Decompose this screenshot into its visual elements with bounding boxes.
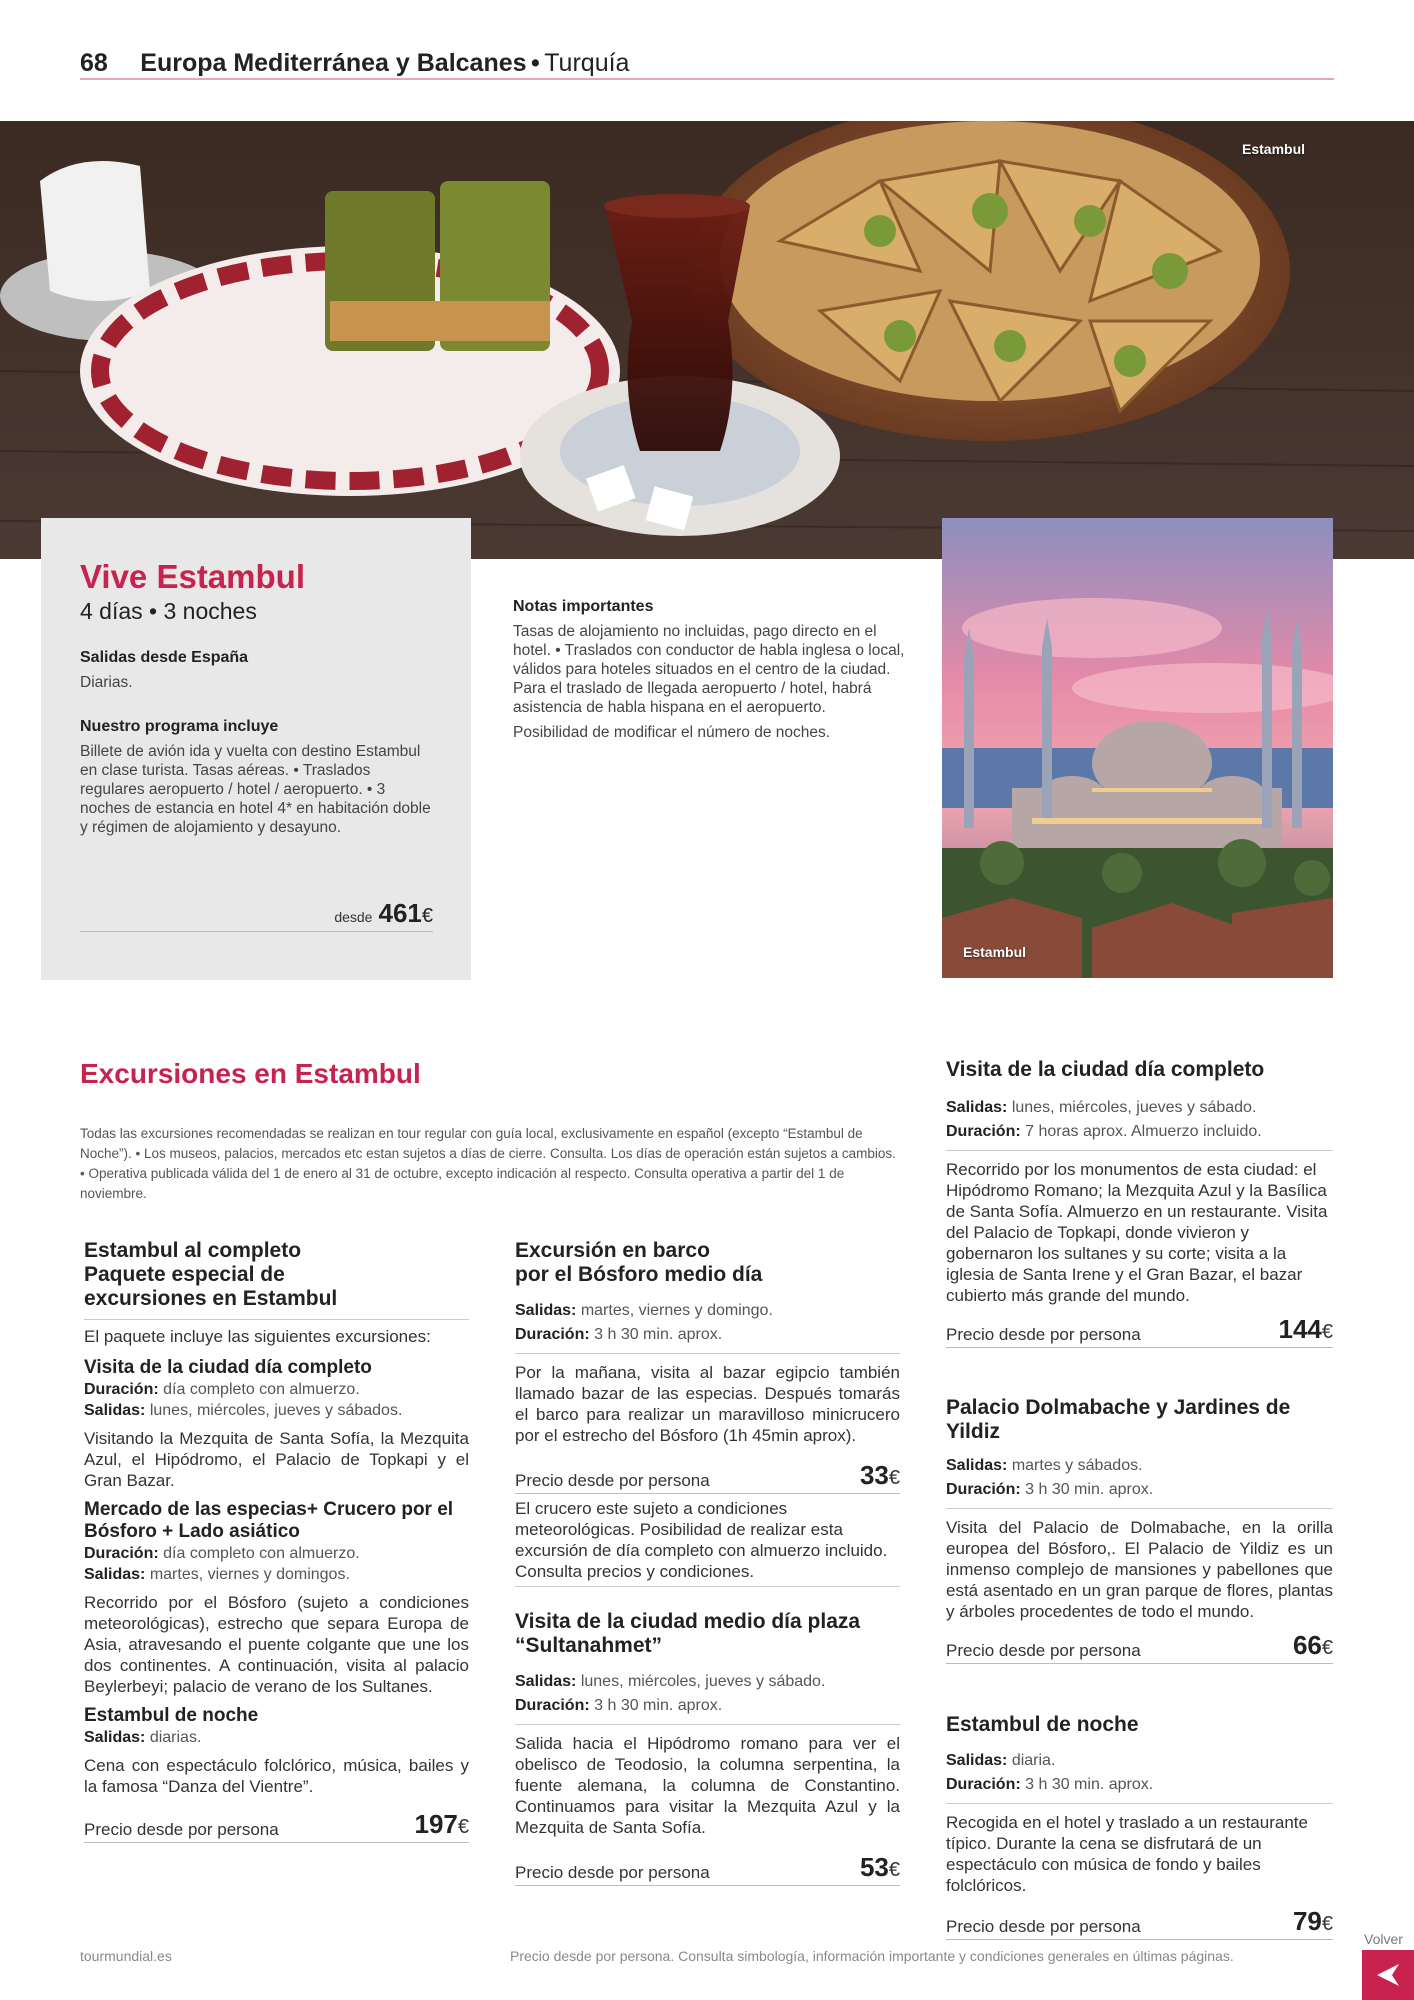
excursion-complete-title-1: Estambul al completo — [84, 1239, 302, 1262]
dolma-salidas: martes y sábados. — [1011, 1457, 1143, 1474]
blue-mosque-image — [942, 518, 1333, 978]
complete-sub1-text: Visitando la Mezquita de Santa Sofía, la Mezquita Azul, el Hipódromo, el Palacio de Topkapi y el Gran Bazar. — [84, 1429, 469, 1490]
night-price — [946, 1906, 1333, 1940]
complete-price-currency: € — [457, 1816, 469, 1838]
duration-label: Duración: — [515, 1326, 590, 1343]
complete-sub1-duration: día completo con almuerzo. — [163, 1381, 360, 1398]
important-notes — [513, 598, 905, 742]
boat-text: Por la mañana, visita al bazar egipcio también llamado bazar de las especias. Después tomarás el barco para realizar un maravilloso minicrucero por el estrecho del Bósforo (1h 45min aprox). — [515, 1363, 900, 1445]
duration-label: Duración: — [946, 1776, 1021, 1793]
excursion-boat — [515, 1239, 900, 1587]
boat-title-1: Excursión en barco — [515, 1239, 710, 1262]
mosque-photo — [942, 518, 1333, 978]
complete-sub2-salidas: martes, viernes y domingos. — [149, 1566, 350, 1583]
sultan-price-value: 53 — [859, 1852, 889, 1882]
notes-text-2: Posibilidad de modificar el número de noches. — [513, 724, 831, 741]
notes-heading: Notas importantes — [513, 598, 654, 615]
dolma-price — [946, 1630, 1333, 1664]
excursion-night — [946, 1713, 1333, 1940]
region-title: Europa Mediterránea y Balcanes — [140, 49, 527, 77]
complete-sub2-text: Recorrido por el Bósforo (sujeto a condiciones meteorológicas), estrecho que separa Europa de Asia, atravesando el puente colgante que une los dos continentes. A continuación, visita al palacio Beylerbeyi; palacio de verano de los Sultanes. — [84, 1593, 469, 1696]
fullday-salidas: lunes, miércoles, jueves y sábado. — [1011, 1099, 1257, 1116]
package-duration: 4 días • 3 noches — [80, 598, 257, 624]
complete-price — [84, 1809, 469, 1843]
back-button[interactable] — [1362, 1950, 1414, 2000]
duration-label: Duración: — [515, 1697, 590, 1714]
arrow-left-icon — [1375, 1962, 1401, 1988]
departures-heading: Salidas desde España — [80, 649, 249, 666]
duration-label: Duración: — [84, 1545, 159, 1562]
boat-title-2: por el Bósforo medio día — [515, 1263, 763, 1286]
salidas-label: Salidas: — [946, 1457, 1008, 1474]
price-label: Precio desde por persona — [946, 1641, 1141, 1660]
fullday-price-currency: € — [1321, 1321, 1333, 1343]
complete-sub1-title: Visita de la ciudad día completo — [84, 1357, 372, 1378]
complete-sub3-salidas: diarias. — [149, 1729, 202, 1746]
duration-label: Duración: — [946, 1481, 1021, 1498]
notes-text: Tasas de alojamiento no incluidas, pago directo en el hotel. • Traslados con conductor de habla inglesa o local, válidos para hoteles situados en el centro de la ciudad. Para el traslado de llegada aeropuerto / hotel, habrá asistencia de habla hispana en el aeropuerto. — [513, 623, 905, 716]
sultan-title-2: “Sultanahmet” — [515, 1634, 663, 1657]
sultan-price — [515, 1852, 900, 1886]
sultan-title-1: Visita de la ciudad medio día plaza — [515, 1610, 861, 1633]
boat-note: El crucero este sujeto a condiciones meteorológicas. Posibilidad de realizar esta excursión de día completo con almuerzo incluido. Consulta precios y condiciones. — [515, 1498, 900, 1587]
package-price — [80, 898, 433, 932]
price-label: Precio desde por persona — [946, 1917, 1141, 1936]
boat-salidas: martes, viernes y domingo. — [580, 1302, 773, 1319]
salidas-label: Salidas: — [946, 1752, 1008, 1769]
night-title: Estambul de noche — [946, 1713, 1139, 1736]
page-number: 68 — [80, 49, 108, 77]
boat-price-value: 33 — [859, 1460, 889, 1490]
boat-price — [515, 1460, 900, 1494]
footer-site[interactable]: tourmundial.es — [80, 1948, 172, 1964]
fullday-price — [946, 1314, 1333, 1348]
page-header — [80, 48, 1334, 80]
price-from-label: desde — [334, 909, 373, 925]
hero-photo-label: Estambul — [1242, 141, 1306, 157]
complete-price-value: 197 — [414, 1809, 458, 1839]
fullday-duration: 7 horas aprox. Almuerzo incluido. — [1025, 1123, 1262, 1140]
mosque-photo-label: Estambul — [963, 944, 1027, 960]
sultan-salidas: lunes, miércoles, jueves y sábado. — [580, 1673, 826, 1690]
boat-duration: 3 h 30 min. aprox. — [594, 1326, 723, 1343]
salidas-label: Salidas: — [84, 1566, 146, 1583]
excursions-intro: Todas las excursiones recomendadas se realizan en tour regular con guía local, exclusivamente en español (excepto “Estambul de Noche”). • Los museos, palacios, mercados etc estan sujetos a días de cierre. Consulta. Los días de operación están sujetos a cambios. • Operativa publicada válida del 1 de enero al 31 de octubre, excepto indicación al respecto. Consulta operativa a partir del 1 de noviembre. — [80, 1126, 896, 1201]
boat-price-currency: € — [888, 1467, 900, 1489]
footer-disclaimer: Precio desde por persona. Consulta simbología, información importante y condiciones generales en últimas páginas. — [510, 1948, 1234, 1964]
night-price-currency: € — [1321, 1913, 1333, 1935]
salidas-label: Salidas: — [515, 1673, 577, 1690]
salidas-label: Salidas: — [84, 1402, 146, 1419]
night-price-value: 79 — [1292, 1906, 1322, 1936]
excursion-complete — [84, 1239, 469, 1843]
package-card — [41, 518, 471, 980]
dolma-title-1: Palacio Dolmabache y Jardines de — [946, 1396, 1291, 1419]
package-price-currency: € — [421, 905, 433, 927]
excursion-complete-title-2: Paquete especial de — [84, 1263, 285, 1286]
sultan-text: Salida hacia el Hipódromo romano para ver el obelisco de Teodosio, la columna serpentina, la fuente alemana, la columna de Constantino. Continuamos para visitar la Mezquita Azul y la Mezquita de Santa Sofía. — [515, 1734, 900, 1837]
sultan-price-currency: € — [888, 1859, 900, 1881]
includes-text: Billete de avión ida y vuelta con destino Estambul en clase turista. Tasas aéreas. • Traslados regulares aeropuerto / hotel / aeropuerto. • 3 noches de estancia en hotel 4* en habitación doble y régimen de alojamiento y desayuno. — [80, 743, 431, 836]
back-label[interactable]: Volver — [1364, 1931, 1403, 1947]
fullday-price-value: 144 — [1278, 1314, 1322, 1344]
dolma-price-currency: € — [1321, 1637, 1333, 1659]
package-price-value: 461 — [378, 898, 422, 928]
complete-sub2-duration: día completo con almuerzo. — [163, 1545, 360, 1562]
excursion-complete-title-3: excursiones en Estambul — [84, 1287, 338, 1310]
salidas-label: Salidas: — [84, 1729, 146, 1746]
complete-sub3-text: Cena con espectáculo folclórico, música, bailes y la famosa “Danza del Vientre”. — [84, 1756, 469, 1796]
includes-heading: Nuestro programa incluye — [80, 718, 279, 735]
price-label: Precio desde por persona — [515, 1863, 710, 1882]
country-title: Turquía — [544, 49, 630, 77]
night-text: Recogida en el hotel y traslado a un restaurante típico. Durante la cena se disfrutará de un espectáculo con música de fondo y bailes folclóricos. — [946, 1813, 1308, 1895]
dolma-price-value: 66 — [1292, 1630, 1322, 1660]
night-salidas: diaria. — [1011, 1752, 1056, 1769]
night-duration: 3 h 30 min. aprox. — [1025, 1776, 1154, 1793]
duration-label: Duración: — [84, 1381, 159, 1398]
dolma-title-2: Yildiz — [946, 1420, 1001, 1443]
departures-text: Diarias. — [80, 674, 133, 691]
excursions-title: Excursiones en Estambul — [80, 1058, 421, 1089]
dolma-text: Visita del Palacio de Dolmabache, en la orilla europea del Bósforo,. El Palacio de Yildiz es un inmenso complejo de mansiones y pabellones que está asentado en un gran parque de flores, plantas y árboles procedentes de todo el mundo. — [946, 1518, 1333, 1621]
duration-label: Duración: — [946, 1123, 1021, 1140]
baklava-tea-image — [0, 121, 1414, 559]
excursion-full-day — [946, 1058, 1333, 1348]
price-label: Precio desde por persona — [946, 1325, 1141, 1344]
complete-sub3-title: Estambul de noche — [84, 1705, 259, 1726]
complete-sub1-salidas: lunes, miércoles, jueves y sábados. — [149, 1402, 403, 1419]
fullday-title: Visita de la ciudad día completo — [946, 1058, 1265, 1081]
salidas-label: Salidas: — [515, 1302, 577, 1319]
package-title: Vive Estambul — [80, 558, 305, 595]
fullday-text: Recorrido por los monumentos de esta ciudad: el Hipódromo Romano; la Mezquita Azul y la Basílica de Santa Sofía. Almuerzo en un restaurante. Visita del Palacio de Topkapi, donde vivieron y gobernaron los sultanes y su corte; visita a la iglesia de Santa Irene y el Gran Bazar, el bazar cubierto más grande del mundo. — [946, 1160, 1328, 1305]
dolma-duration: 3 h 30 min. aprox. — [1025, 1481, 1154, 1498]
hero-photo — [0, 121, 1414, 559]
header-separator: • — [531, 49, 540, 77]
sultan-duration: 3 h 30 min. aprox. — [594, 1697, 723, 1714]
excursion-dolmabache — [946, 1396, 1333, 1664]
price-label: Precio desde por persona — [84, 1820, 279, 1839]
price-label: Precio desde por persona — [515, 1471, 710, 1490]
salidas-label: Salidas: — [946, 1099, 1008, 1116]
excursion-sultanahmet — [515, 1610, 900, 1886]
complete-sub2-title: Mercado de las especias+ Crucero por el Bósforo + Lado asiático — [84, 1499, 454, 1542]
complete-intro: El paquete incluye las siguientes excursiones: — [84, 1327, 431, 1346]
